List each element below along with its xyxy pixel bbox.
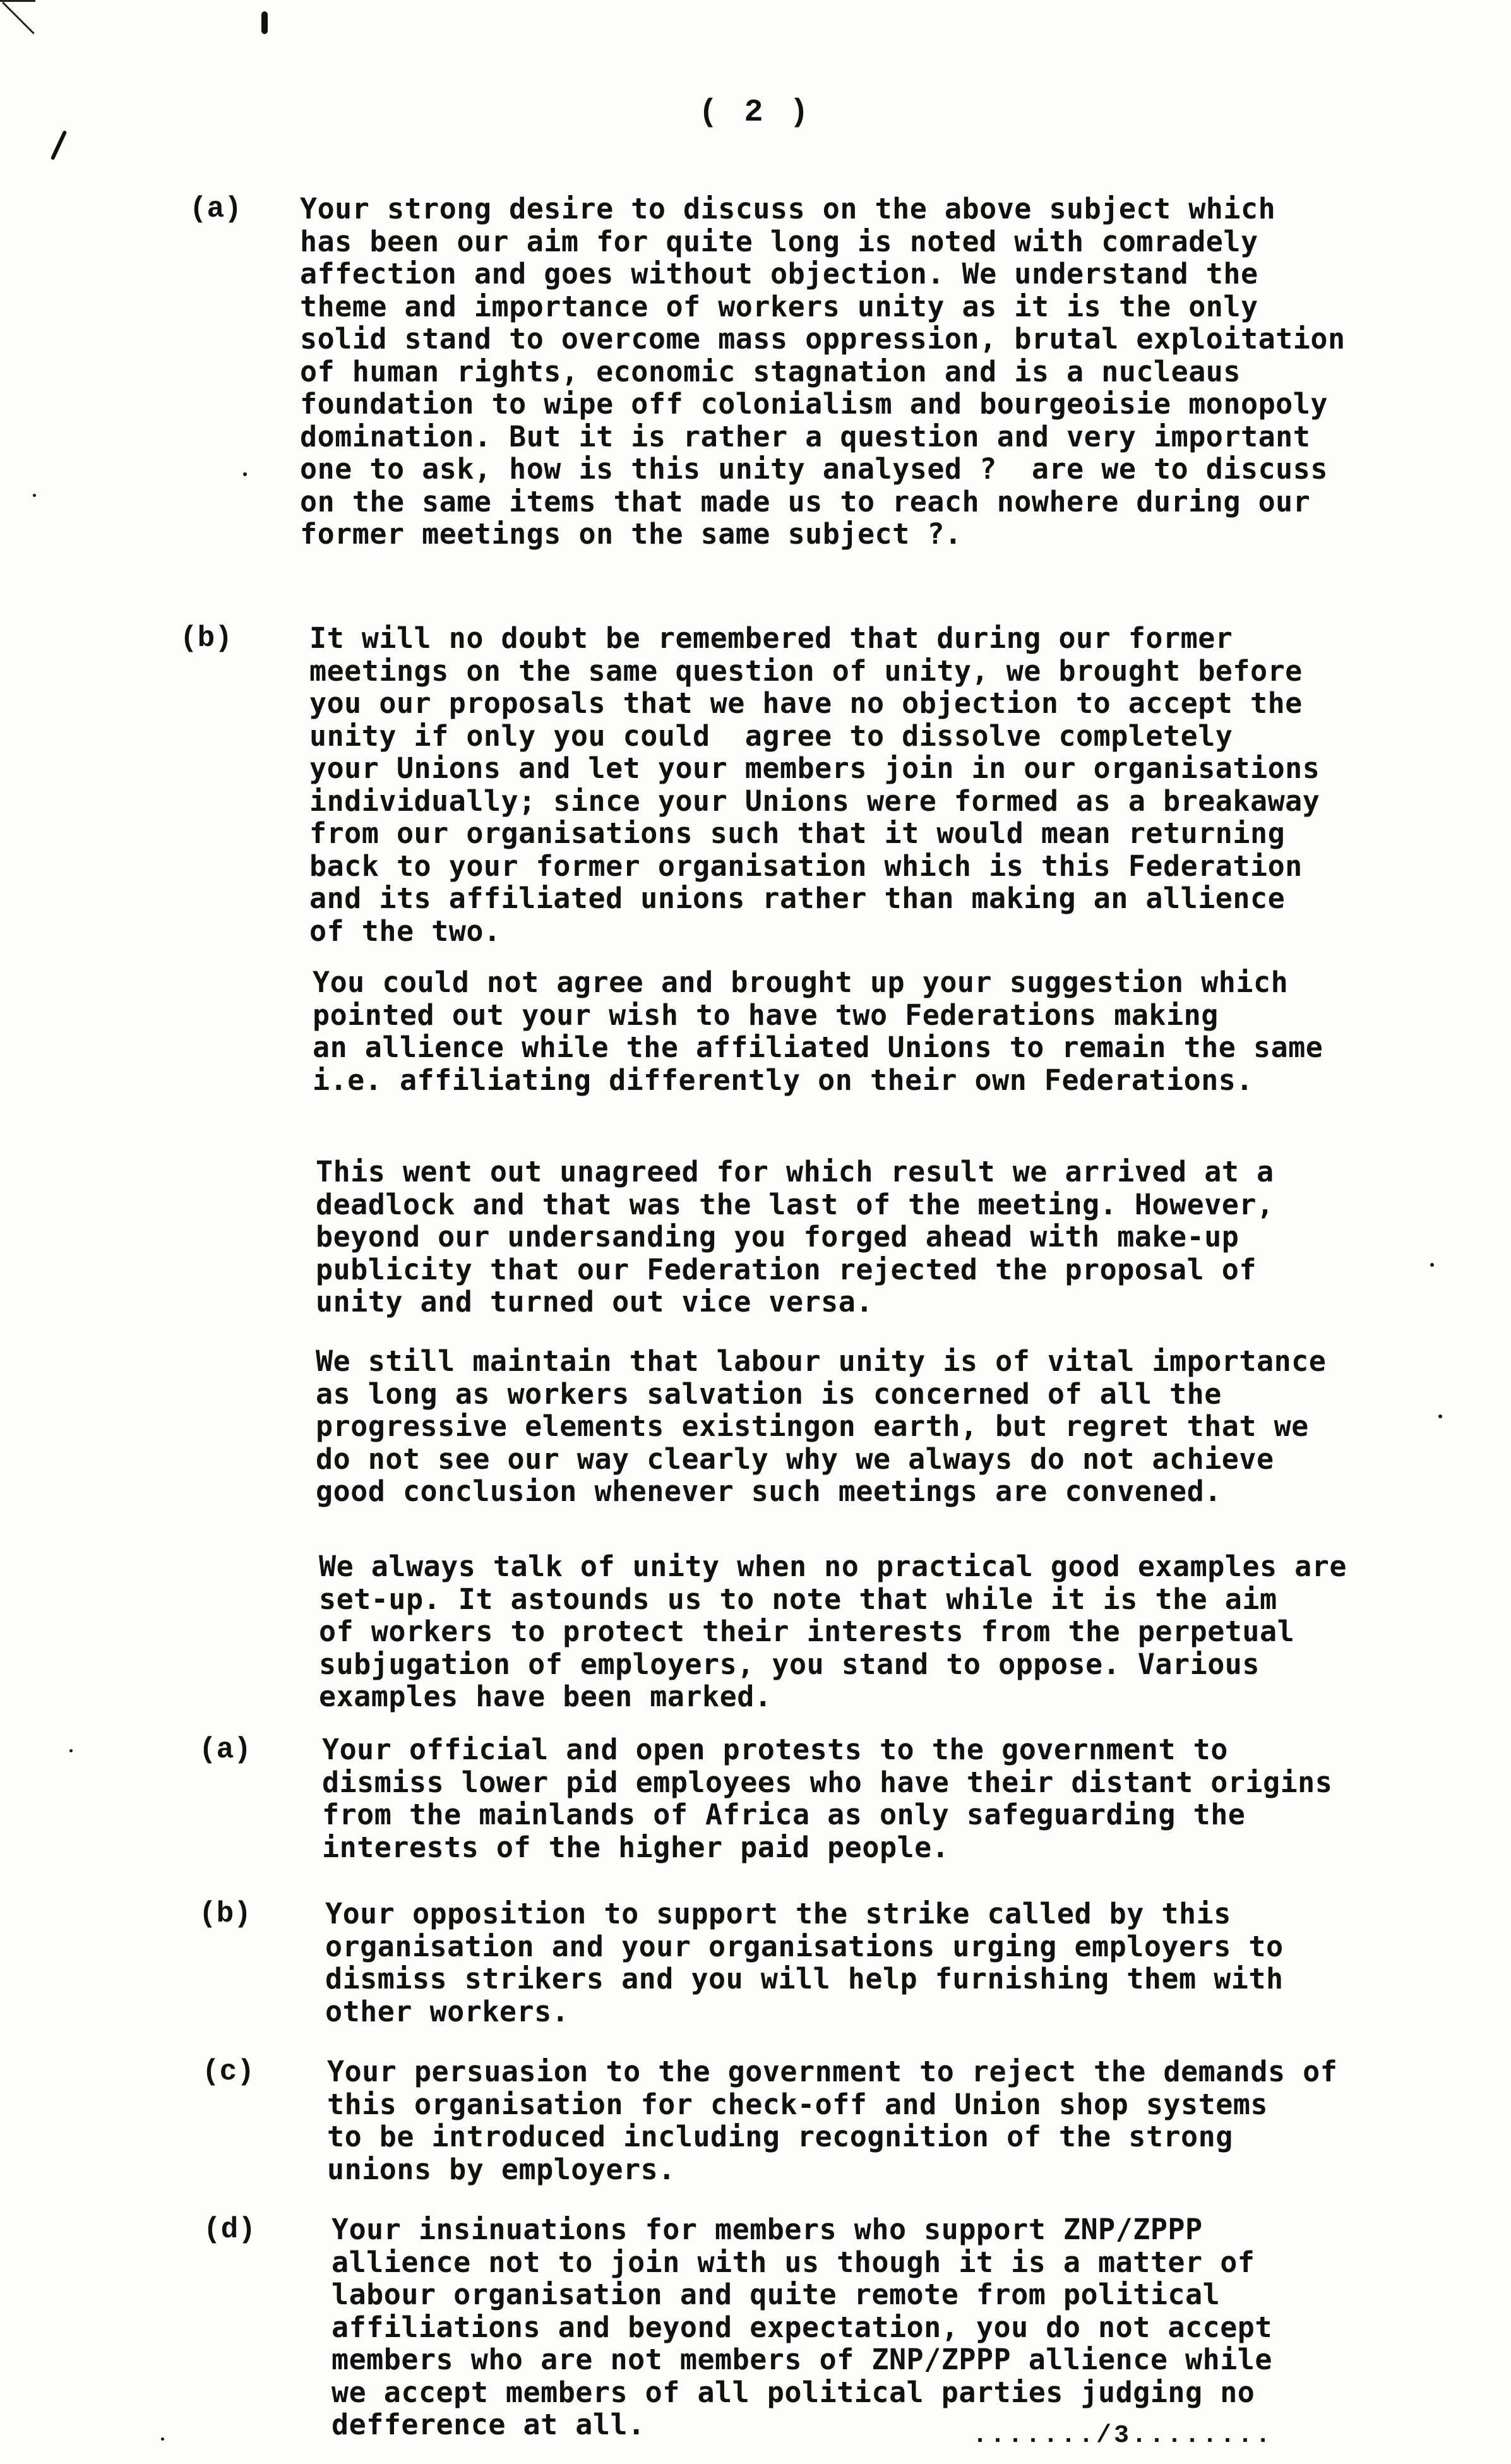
text-line: It will no doubt be remembered that during our former bbox=[309, 621, 1233, 655]
text-line: on the same items that made us to reach nowhere during our bbox=[300, 484, 1311, 518]
text-line: domination. But it is rather a question and very important bbox=[300, 419, 1311, 453]
text-line: an allience while the affiliated Unions to remain the same bbox=[313, 1031, 1323, 1064]
stray-dot bbox=[1430, 1263, 1434, 1267]
paragraph bbox=[331, 2213, 1272, 2441]
item-label: (a) bbox=[189, 193, 242, 225]
text-line: unions by employers. bbox=[327, 2152, 676, 2186]
text-line: organisation and your organisations urging employers to bbox=[325, 1929, 1284, 1963]
paragraph bbox=[327, 2055, 1337, 2186]
text-line: publicity that our Federation rejected the proposal of bbox=[316, 1252, 1257, 1286]
text-line: from our organisations such that it would mean returning bbox=[309, 816, 1286, 850]
text-line: labour organisation and quite remote from political bbox=[331, 2278, 1221, 2311]
text-line: of workers to protect their interests from the perpetual bbox=[319, 1615, 1295, 1648]
text-line: former meetings on the same subject ?. bbox=[300, 517, 962, 551]
text-line: interests of the higher paid people. bbox=[322, 1830, 950, 1864]
text-line: good conclusion whenever such meetings are convened. bbox=[316, 1474, 1222, 1508]
item-label: (d) bbox=[203, 2213, 256, 2246]
paragraph bbox=[313, 966, 1323, 1096]
text-line: We still maintain that labour unity is of vital importance bbox=[316, 1344, 1327, 1378]
text-line: This went out unagreed for which result we arrived at a bbox=[316, 1155, 1274, 1188]
text-line: set-up. It astounds us to note that while it is the aim bbox=[319, 1582, 1277, 1616]
paragraph bbox=[300, 193, 1346, 551]
text-line: foundation to wipe off colonialism and bourgeoisie monopoly bbox=[300, 387, 1328, 421]
text-line: defference at all. bbox=[331, 2408, 645, 2441]
text-line: examples have been marked. bbox=[319, 1680, 772, 1713]
text-line: your Unions and let your members join in our organisations bbox=[309, 751, 1320, 785]
text-line: one to ask, how is this unity analysed ? are we to discuss bbox=[300, 452, 1328, 486]
text-line: deadlock and that was the last of the meeting. However, bbox=[316, 1187, 1274, 1221]
pen-tick-mark bbox=[51, 130, 68, 160]
item-label: (a) bbox=[199, 1733, 251, 1766]
text-line: and its affiliated unions rather than making an allience bbox=[309, 882, 1286, 915]
text-line: back to your former organisation which is this Federation bbox=[309, 849, 1303, 883]
stray-dot bbox=[243, 472, 247, 476]
text-line: solid stand to overcome mass oppression, brutal exploitation bbox=[300, 322, 1346, 356]
text-line: do not see our way clearly why we always do not achieve bbox=[316, 1442, 1274, 1476]
text-line: from the mainlands of Africa as only safeguarding the bbox=[322, 1798, 1246, 1831]
text-line: Your official and open protests to the government to bbox=[322, 1733, 1228, 1766]
text-line: We always talk of unity when no practical good examples are bbox=[319, 1550, 1347, 1583]
text-line: individually; since your Unions were formed as a breakaway bbox=[309, 784, 1320, 818]
page-corner-fold bbox=[0, 0, 35, 37]
text-line: affection and goes without objection. We understand the bbox=[300, 257, 1258, 290]
text-line: Your persuasion to the government to reject the demands of bbox=[327, 2055, 1338, 2088]
text-line: of the two. bbox=[309, 914, 501, 948]
text-line: subjugation of employers, you stand to oppose. Various bbox=[319, 1647, 1260, 1681]
text-line: Your strong desire to discuss on the above subject which bbox=[300, 192, 1276, 225]
text-line: we accept members of all political parties judging no bbox=[331, 2375, 1255, 2409]
continuation-marker: ......./3........ bbox=[972, 2422, 1274, 2450]
text-line: you our proposals that we have no objection to accept the bbox=[309, 686, 1303, 720]
punch-mark bbox=[261, 11, 268, 34]
paragraph bbox=[316, 1156, 1274, 1319]
text-line: theme and importance of workers unity as it is the only bbox=[300, 289, 1258, 323]
stray-dot bbox=[33, 494, 36, 497]
text-line: dismiss lower pid employees who have their distant origins bbox=[322, 1765, 1333, 1799]
paragraph bbox=[319, 1550, 1347, 1713]
text-line: unity if only you could agree to dissolve completely bbox=[309, 719, 1233, 753]
text-line: i.e. affiliating differently on their own Federations. bbox=[313, 1063, 1253, 1097]
text-line: progressive elements existingon earth, but regret that we bbox=[316, 1409, 1309, 1443]
text-line: to be introduced including recognition of the strong bbox=[327, 2120, 1233, 2153]
stray-dot bbox=[1438, 1414, 1442, 1418]
text-line: Your insinuations for members who support ZNP/ZPPP bbox=[331, 2213, 1203, 2246]
text-line: has been our aim for quite long is noted with comradely bbox=[300, 224, 1258, 258]
text-line: affiliations and beyond expectation, you do not accept bbox=[331, 2310, 1272, 2344]
text-line: pointed out your wish to have two Federations making bbox=[313, 998, 1219, 1032]
text-line: as long as workers salvation is concerned of all the bbox=[316, 1377, 1222, 1411]
item-label: (b) bbox=[180, 622, 232, 655]
stray-dot bbox=[69, 1749, 73, 1752]
text-line: this organisation for check-off and Union shop systems bbox=[327, 2087, 1268, 2121]
text-line: other workers. bbox=[325, 1994, 570, 2028]
text-line: unity and turned out vice versa. bbox=[316, 1285, 873, 1319]
paragraph bbox=[325, 1898, 1284, 2028]
item-label: (c) bbox=[202, 2055, 254, 2088]
paragraph bbox=[309, 622, 1320, 947]
text-line: You could not agree and brought up your suggestion which bbox=[313, 966, 1289, 999]
text-line: of human rights, economic stagnation and is a nucleaus bbox=[300, 354, 1241, 388]
text-line: beyond our undersanding you forged ahead with make-up bbox=[316, 1220, 1239, 1253]
stray-dot bbox=[161, 2437, 164, 2441]
text-line: Your opposition to support the strike called by this bbox=[325, 1897, 1231, 1930]
paragraph bbox=[322, 1733, 1332, 1863]
text-line: dismiss strikers and you will help furnishing them with bbox=[325, 1962, 1284, 1995]
item-label: (b) bbox=[199, 1898, 251, 1930]
paragraph bbox=[316, 1345, 1326, 1508]
text-line: members who are not members of ZNP/ZPPP allience while bbox=[331, 2343, 1272, 2376]
page-number: ( 2 ) bbox=[698, 95, 813, 131]
text-line: allience not to join with us though it is a matter of bbox=[331, 2245, 1255, 2279]
text-line: meetings on the same question of unity, we brought before bbox=[309, 654, 1303, 688]
